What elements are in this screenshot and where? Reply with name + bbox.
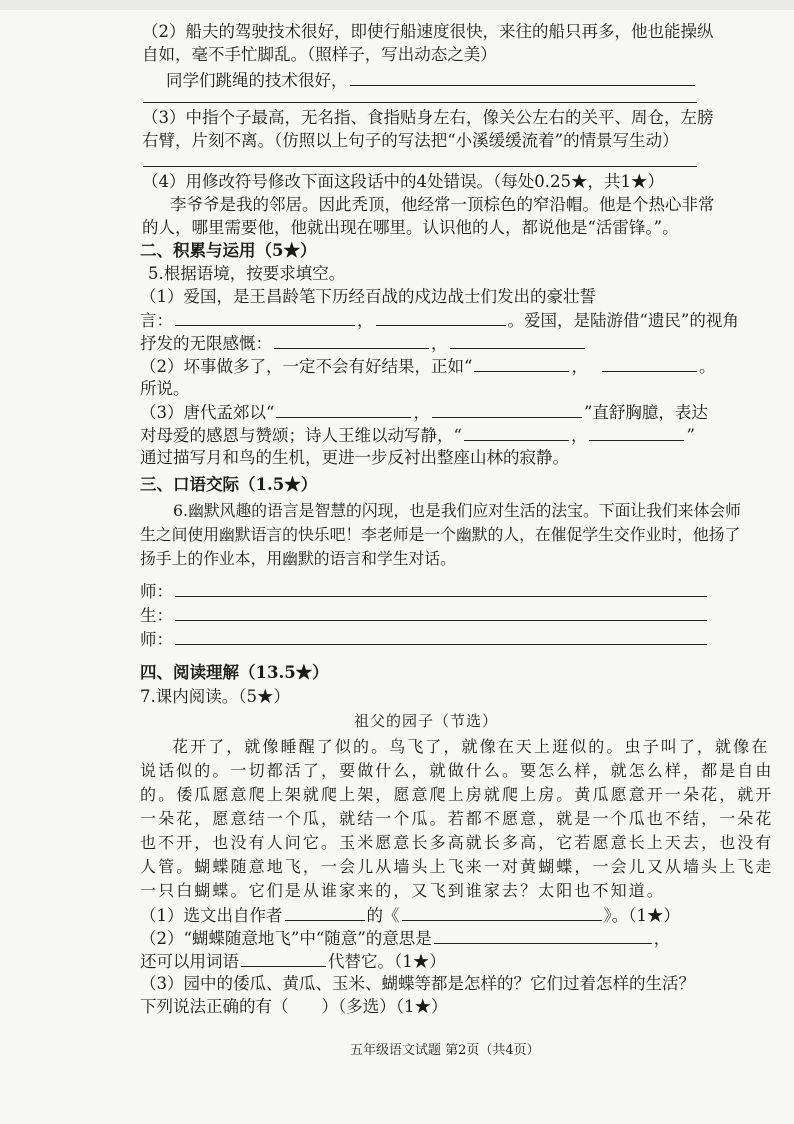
dialog-teacher-1 (140, 580, 709, 603)
dialog-label-2: 生： (140, 606, 173, 625)
q5-3-line2a: 对母爱的感恩与赞颂；诗人王维以动写静，“ (140, 426, 462, 445)
q7-2-meaning-blank[interactable] (434, 927, 652, 944)
q5-1-line2 (140, 309, 739, 332)
q5-2-blank1[interactable] (474, 355, 569, 372)
q7-2b: ， (653, 929, 671, 948)
passage-title: 祖父的园子（节选） (354, 712, 499, 730)
q7-3-line2: 下列说法正确的有（ ）（多选）（1★） (140, 997, 448, 1016)
q4-2-line1: （2）船夫的驾驶技术很好，即使行船速度很快，来往的船只再多，他也能操纵 (142, 22, 714, 41)
scan-top-edge (0, 0, 794, 10)
q5-1-line3a: 抒发的无限感慨： (140, 334, 272, 353)
passage-line-4: 一朵花，愿意结一个瓜，就结一个瓜。若都不愿意，就是一个瓜也不结，一朵花 (140, 809, 774, 828)
q4-2-answer-blank[interactable] (350, 69, 695, 86)
section4-heading: 四、阅读理解（13.5★） (140, 663, 329, 682)
dialog-teacher-2 (140, 628, 709, 651)
q5-2-line1b: ， (571, 357, 588, 376)
dialog-blank-1[interactable] (175, 580, 707, 597)
q7-2-line1 (140, 927, 670, 950)
q5-3-line1b: ， (413, 403, 430, 422)
q5-3-line1c: ”直舒胸臆，表达 (583, 403, 708, 422)
q5-1-blank2[interactable] (376, 309, 506, 326)
passage-line-3: 的。倭瓜愿意爬上架就爬上架，愿意爬上房就爬上房。黄瓜愿意开一朵花，就开 (140, 785, 774, 804)
q5-3-line2 (140, 424, 695, 447)
q5-1-line2a: 言： (140, 311, 173, 330)
q5-1-blank1[interactable] (175, 309, 355, 326)
q4-4-line3: 的人，哪里需要他，他就出现在哪里。认识他的人，都说他是“活雷锋。”。 (142, 218, 679, 237)
q5-1-line2b: 。爱国，是陆游借“遗民”的视角 (507, 311, 739, 330)
q5-2-line1c: 。 (698, 357, 716, 376)
q7-3-line1: （3）园中的倭瓜、黄瓜、玉米、蝴蝶等都是怎样的？它们过着怎样的生活？ (140, 974, 695, 993)
q5-3-blank1[interactable] (276, 401, 411, 418)
q5-3-blank4[interactable] (589, 424, 684, 441)
q5-title: 5.根据语境，按要求填空。 (148, 264, 346, 283)
q5-3-line1a: （3）唐代孟郊以“ (140, 403, 275, 422)
q4-2-line2: 自如，毫不手忙脚乱。（照样子，写出动态之美） (142, 45, 497, 64)
q7-2d: 代替它。（1★） (328, 952, 446, 971)
q5-3-blank2[interactable] (432, 401, 582, 418)
dialog-student (140, 604, 709, 627)
q4-2-answer-prefix (166, 69, 697, 92)
q6-line1: 6.幽默风趣的语言是智慧的闪现，也是我们应对生活的法宝。下面让我们来体会师 (173, 501, 741, 520)
q5-1-line3 (140, 332, 587, 355)
q5-1-blank3[interactable] (274, 332, 429, 349)
section3-heading: 三、口语交际（1.5★） (140, 475, 318, 494)
q4-2-answer-prefix-text: 同学们跳绳的技术很好， (166, 71, 348, 90)
q5-2-blank2[interactable] (602, 355, 697, 372)
q5-1-comma-b: ， (431, 334, 448, 353)
q4-4-line2: 李爷爷是我的邻居。因此秃顶，他经常一顶棕色的窄沿帽。他是个热心非常 (170, 195, 715, 214)
passage-line-6: 人管。蝴蝶随意地飞，一会儿从墙头上飞来一对黄蝴蝶，一会儿又从墙头上飞走 (140, 857, 774, 876)
q7-title: 7.课内阅读。（5★） (140, 687, 290, 706)
q7-2-word-blank[interactable] (241, 950, 326, 967)
q7-1b: 的《 (366, 906, 400, 925)
q7-2c: 还可以用词语 (140, 952, 239, 971)
page-footer: 五年级语文试题 第2页（共4页） (350, 1043, 540, 1058)
q4-3-line1: （3）中指个子最高，无名指、食指贴身左右，像关公左右的关平、周仓，左膀 (142, 108, 714, 127)
q5-3-line3: 通过描写月和鸟的生机，更进一步反衬出整座山林的寂静。 (140, 448, 569, 467)
q5-3-line1 (140, 401, 708, 424)
q7-2-line2 (140, 950, 446, 973)
passage-line-2: 说话似的。一切都活了，要做什么，就做什么。要怎么样，就怎么样，都是自由 (140, 761, 774, 780)
q7-1c: 》。（1★） (603, 906, 680, 925)
q6-line3: 扬手上的作业本，用幽默的语言和学生对话。 (140, 549, 456, 568)
dialog-blank-3[interactable] (175, 628, 707, 645)
q7-1-book-blank[interactable] (402, 904, 602, 921)
q7-1a: （1）选文出自作者 (140, 906, 283, 925)
passage-line-1: 花开了，就像睡醒了似的。鸟飞了，就像在天上逛似的。虫子叫了，就像在 (172, 737, 770, 756)
q6-line2: 生之间使用幽默语言的快乐吧！李老师是一个幽默的人，在催促学生交作业时，他扬了 (140, 525, 741, 544)
section2-heading: 二、积累与运用（5★） (140, 241, 317, 260)
q7-2a: （2）“蝴蝶随意地飞”中“随意”的意思是 (140, 929, 432, 948)
q5-3-line2b: ， (570, 426, 588, 445)
q5-3-blank3[interactable] (464, 424, 569, 441)
q7-1-author-blank[interactable] (285, 904, 365, 921)
q7-1 (140, 904, 680, 927)
q4-4-line1: （4）用修改符号修改下面这段话中的4处错误。（每处0.25★，共1★） (142, 172, 664, 191)
dialog-label-3: 师： (140, 630, 173, 649)
passage-line-5: 也不开，也没有人问它。玉米愿意长多高就长多高，它若愿意长上天去，也没有 (140, 833, 774, 852)
passage-line-7: 一只白蝴蝶。它们是从谁家来的，又飞到谁家去？太阳也不知道。 (140, 881, 665, 900)
q5-1-comma-a: ， (357, 311, 374, 330)
q5-2-line1 (140, 355, 715, 378)
q5-1-blank4[interactable] (450, 332, 585, 349)
q4-3-answer-line[interactable] (143, 166, 697, 167)
q5-3-line2c: ” (686, 426, 695, 445)
dialog-blank-2[interactable] (175, 604, 707, 621)
q5-2-line1a: （2）坏事做多了，一定不会有好结果，正如“ (140, 357, 473, 376)
q5-2-line2: 所说。 (140, 379, 190, 398)
dialog-label-1: 师： (140, 582, 173, 601)
q4-2-answer-line[interactable] (143, 102, 697, 103)
q5-1-line1: （1）爱国，是王昌龄笔下历经百战的戍边战士们发出的豪壮誓 (140, 287, 596, 306)
q4-3-line2: 右臂，片刻不离。（仿照以上句子的写法把“小溪缓缓流着”的情景写生动） (142, 131, 679, 150)
